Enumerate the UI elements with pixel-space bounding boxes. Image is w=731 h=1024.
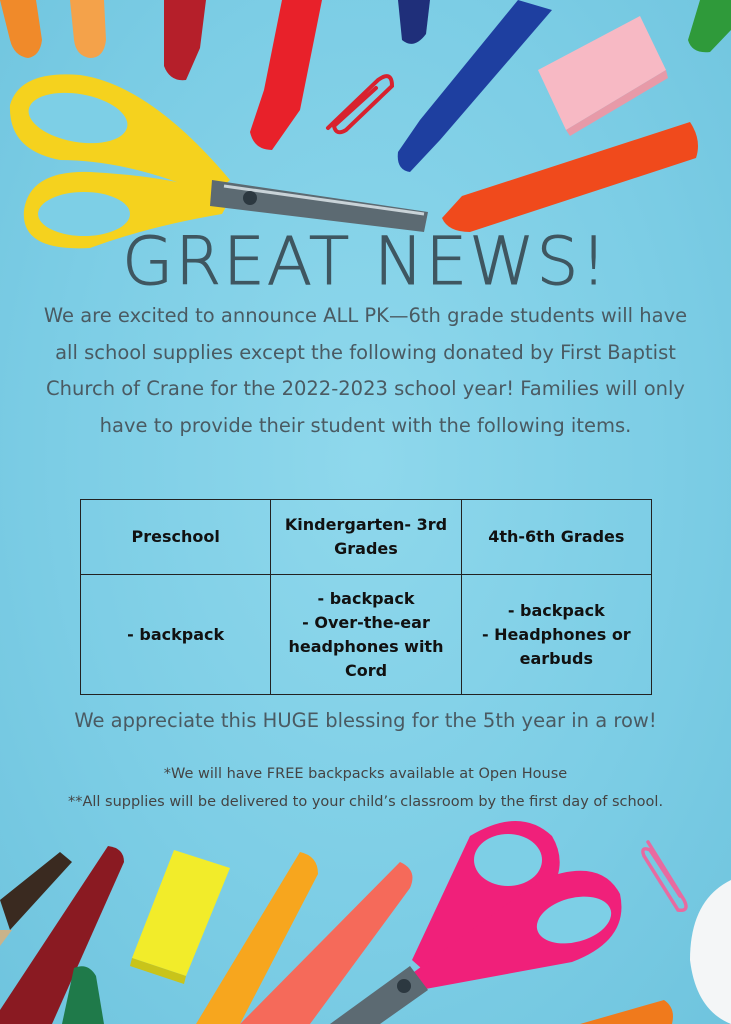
paperclip-icon [643, 842, 686, 910]
table-row [81, 575, 652, 695]
crayon-icon [0, 0, 42, 58]
grades46-items [461, 575, 651, 695]
eraser-icon [130, 850, 230, 984]
intro-paragraph: We are excited to announce ALL PK—6th grade students will have all school supplies except the following donated by First Baptist Church of Crane for the 2022-2023 school year! Families will only have to provide their student with the following items. [43, 304, 688, 437]
footnotes [50, 760, 681, 816]
crayon-icon [250, 0, 322, 150]
list-item: - Over-the-ear headphones with Cord [288, 612, 444, 680]
crayon-icon [442, 122, 698, 232]
list-item: - backpack [507, 600, 605, 620]
list-item: - Headphones or earbuds [481, 624, 631, 668]
crayon-icon [70, 0, 106, 58]
preschool-items [81, 575, 271, 695]
page-title: GREAT NEWS! [122, 223, 609, 300]
crayon-icon [580, 1000, 673, 1024]
table-header-row [81, 500, 652, 575]
crayon-icon [398, 0, 430, 44]
note-backpacks: *We will have FREE backpacks available at Open House [163, 766, 568, 782]
supplies-table [80, 499, 652, 695]
header-preschool: Preschool [81, 500, 271, 575]
list-item: - backpack [317, 588, 415, 608]
header-4-6: 4th-6th Grades [461, 500, 651, 575]
thanks-message: We appreciate this HUGE blessing for the 5th year in a row! [74, 709, 657, 732]
note-delivery: **All supplies will be delivered to your child’s classroom by the first day of school. [67, 794, 664, 810]
k3-items [271, 575, 461, 695]
header-k3: Kindergarten- 3rd Grades [271, 500, 461, 575]
eraser-icon [538, 16, 668, 136]
paint-cup-icon [690, 880, 731, 1024]
crayon-icon [688, 0, 731, 52]
paperclip-icon [328, 76, 392, 132]
crayon-icon [164, 0, 206, 80]
list-item: - backpack [127, 624, 225, 644]
